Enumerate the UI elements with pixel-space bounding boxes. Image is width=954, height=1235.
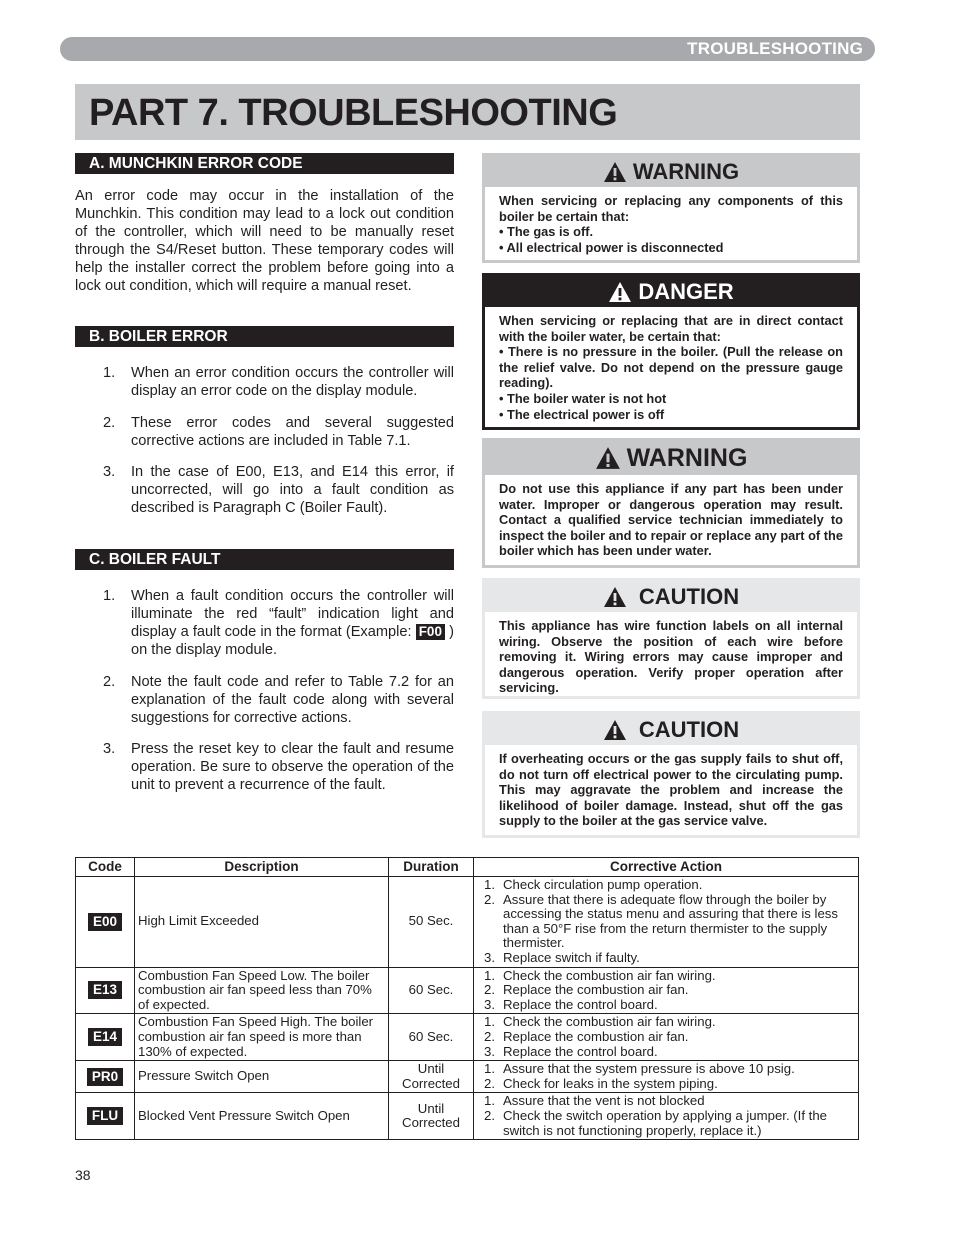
warning-box-2-text: Do not use this appliance if any part has been under water. Improper or dangerous operation may result. Contact a qualified service technician immediately to inspect the boiler and to repair or replace any part of the boiler which has been under water. bbox=[499, 481, 843, 559]
list-item: 2. Assure that there is adequate flow through the boiler by accessing the status menu and assuring that there is less than a 50°F rise from the return thermister to the supply thermister. bbox=[484, 891, 838, 951]
caution-box-1-text: This appliance has wire function labels on all internal wiring. Observe the position of each wire before removing it. Wiring errors may cause improper and dangerous operation. Verify proper operation after servicing. bbox=[499, 618, 843, 696]
section-b-heading: B. BOILER ERROR bbox=[75, 326, 454, 347]
column-header: Corrective Action bbox=[474, 858, 859, 877]
list-item: 3. Press the reset key to clear the fault and resume operation. Be sure to observe the operation of the unit to prevent a recurrence of the fault. bbox=[103, 741, 454, 793]
caution-box-2-header bbox=[485, 714, 857, 745]
corrective-actions bbox=[477, 1094, 855, 1138]
list-item: 1. Check circulation pump operation. bbox=[484, 877, 703, 892]
corrective-actions bbox=[477, 1015, 855, 1059]
caution-triangle-icon bbox=[603, 586, 627, 608]
list-item: 3. In the case of E00, E13, and E14 this error, if uncorrected, will go into a fault condition as described is Paragraph C (Boiler Fault). bbox=[103, 464, 454, 516]
section-a-heading: A. MUNCHKIN ERROR CODE bbox=[75, 153, 454, 174]
error-description: Combustion Fan Speed Low. The boiler combustion air fan speed less than 70% of expected. bbox=[135, 967, 389, 1014]
error-description: Blocked Vent Pressure Switch Open bbox=[135, 1093, 389, 1140]
warning-box-2-header bbox=[485, 441, 857, 475]
list-item: 1. Assure that the vent is not blocked bbox=[484, 1093, 705, 1109]
list-item: 2. These error codes and several suggested corrective actions are included in Table 7.1. bbox=[103, 414, 454, 449]
error-duration: Until Corrected bbox=[389, 1093, 474, 1140]
danger-box-header bbox=[485, 276, 857, 307]
column-header: Description bbox=[135, 858, 389, 877]
caution-box-1-title: CAUTION bbox=[638, 584, 740, 609]
caution-box-2 bbox=[482, 711, 860, 838]
error-duration: 50 Sec. bbox=[389, 877, 474, 968]
error-duration: 60 Sec. bbox=[389, 1014, 474, 1061]
page-title-box bbox=[75, 84, 860, 140]
danger-box-text: When servicing or replacing that are in direct contact with the boiler water, be certain that: • There is no pressure in the boiler. (Pull the release on the relief valve. Do not depend on the pressure gauge reading). • The boiler water is not hot • The electrical power is off bbox=[499, 313, 843, 422]
column-header: Code bbox=[76, 858, 135, 877]
warning-box-2 bbox=[482, 438, 860, 568]
error-description: Combustion Fan Speed High. The boiler combustion air fan speed is more than 130% of expected. bbox=[135, 1014, 389, 1061]
corrective-actions bbox=[477, 969, 855, 1013]
header-section-label: TROUBLESHOOTING bbox=[687, 39, 863, 58]
corrective-actions bbox=[477, 1062, 855, 1091]
table-header-row bbox=[76, 858, 859, 877]
warning-box-1-header bbox=[485, 156, 857, 187]
header-bar bbox=[60, 37, 875, 61]
error-duration: Until Corrected bbox=[389, 1061, 474, 1093]
list-item: 3. Replace switch if faulty. bbox=[484, 949, 640, 965]
warning-triangle-icon bbox=[595, 446, 621, 470]
danger-box bbox=[482, 273, 860, 430]
section-a-paragraph: An error code may occur in the installation of the Munchkin. This condition may lead to a lock out condition of the controller, which will need to be manually reset through the S4/Reset button. These temporary codes will help the installer correct the problem before going into a lock out condition, which will require a manual reset. bbox=[75, 188, 454, 294]
list-item: 2. Check the switch operation by applying a jumper. (If the switch is not functioning properly, replace it.) bbox=[484, 1107, 828, 1138]
caution-box-2-text: If overheating occurs or the gas supply fails to shut off, do not turn off electrical power to the circulating pump. This may aggravate the problem and increase the likelihood of boiler damage. Instead, shut off the gas supply to the boiler at the gas service valve. bbox=[499, 751, 843, 829]
fault-code-example: F00 bbox=[416, 624, 445, 640]
list-item: 2. Replace the combustion air fan. bbox=[484, 1028, 689, 1044]
error-code-chip: E00 bbox=[88, 913, 122, 931]
error-description: High Limit Exceeded bbox=[135, 877, 389, 968]
table-row bbox=[76, 1014, 859, 1061]
list-item: 1. When a fault condition occurs the controller will illuminate the red “fault” indication light and display a fault code in the format (Example: F00 ) on the display module. bbox=[103, 588, 454, 658]
error-code-chip: FLU bbox=[87, 1107, 123, 1125]
section-c-heading: C. BOILER FAULT bbox=[75, 549, 454, 570]
caution-box-1 bbox=[482, 578, 860, 699]
corrective-actions bbox=[477, 878, 855, 966]
list-item: 3. Replace the control board. bbox=[484, 1043, 658, 1059]
list-item: 1. Assure that the system pressure is above 10 psig. bbox=[484, 1061, 795, 1077]
warning-box-1 bbox=[482, 153, 860, 263]
danger-triangle-icon bbox=[608, 281, 632, 303]
list-item: 2. Replace the combustion air fan. bbox=[484, 982, 689, 998]
caution-triangle-icon bbox=[603, 719, 627, 741]
table-row bbox=[76, 967, 859, 1014]
list-item: 1. Check the combustion air fan wiring. bbox=[484, 967, 716, 983]
error-code-chip: E13 bbox=[88, 981, 122, 999]
error-code-chip: E14 bbox=[88, 1028, 122, 1046]
section-c-list bbox=[75, 587, 454, 808]
error-duration: 60 Sec. bbox=[389, 967, 474, 1014]
error-code-table bbox=[75, 857, 859, 1140]
warning-box-1-title: WARNING bbox=[632, 159, 740, 184]
list-item: 1. Check the combustion air fan wiring. bbox=[484, 1014, 716, 1030]
warning-box-2-title: WARNING bbox=[626, 444, 748, 472]
list-item: 2. Check for leaks in the system piping. bbox=[484, 1075, 718, 1091]
page-number: 38 bbox=[75, 1167, 91, 1183]
table-row bbox=[76, 1093, 859, 1140]
error-description: Pressure Switch Open bbox=[135, 1061, 389, 1093]
danger-box-title: DANGER bbox=[638, 279, 734, 304]
warning-box-1-text: When servicing or replacing any components of this boiler be certain that: • The gas is off. • All electrical power is disconnected bbox=[499, 193, 843, 255]
table-row bbox=[76, 877, 859, 968]
page-title: PART 7. TROUBLESHOOTING bbox=[89, 92, 618, 134]
list-item: 1. When an error condition occurs the controller will display an error code on the display module. bbox=[103, 365, 454, 399]
section-b-list bbox=[75, 364, 454, 531]
error-code-chip: PR0 bbox=[87, 1068, 123, 1086]
caution-box-1-header bbox=[485, 581, 857, 612]
list-item: 2. Note the fault code and refer to Table 7.2 for an explanation of the fault code along with several suggestions for corrective actions. bbox=[103, 673, 454, 726]
table-row bbox=[76, 1061, 859, 1093]
caution-box-2-title: CAUTION bbox=[638, 717, 740, 742]
list-item: 3. Replace the control board. bbox=[484, 996, 658, 1012]
warning-triangle-icon bbox=[603, 161, 627, 183]
column-header: Duration bbox=[389, 858, 474, 877]
